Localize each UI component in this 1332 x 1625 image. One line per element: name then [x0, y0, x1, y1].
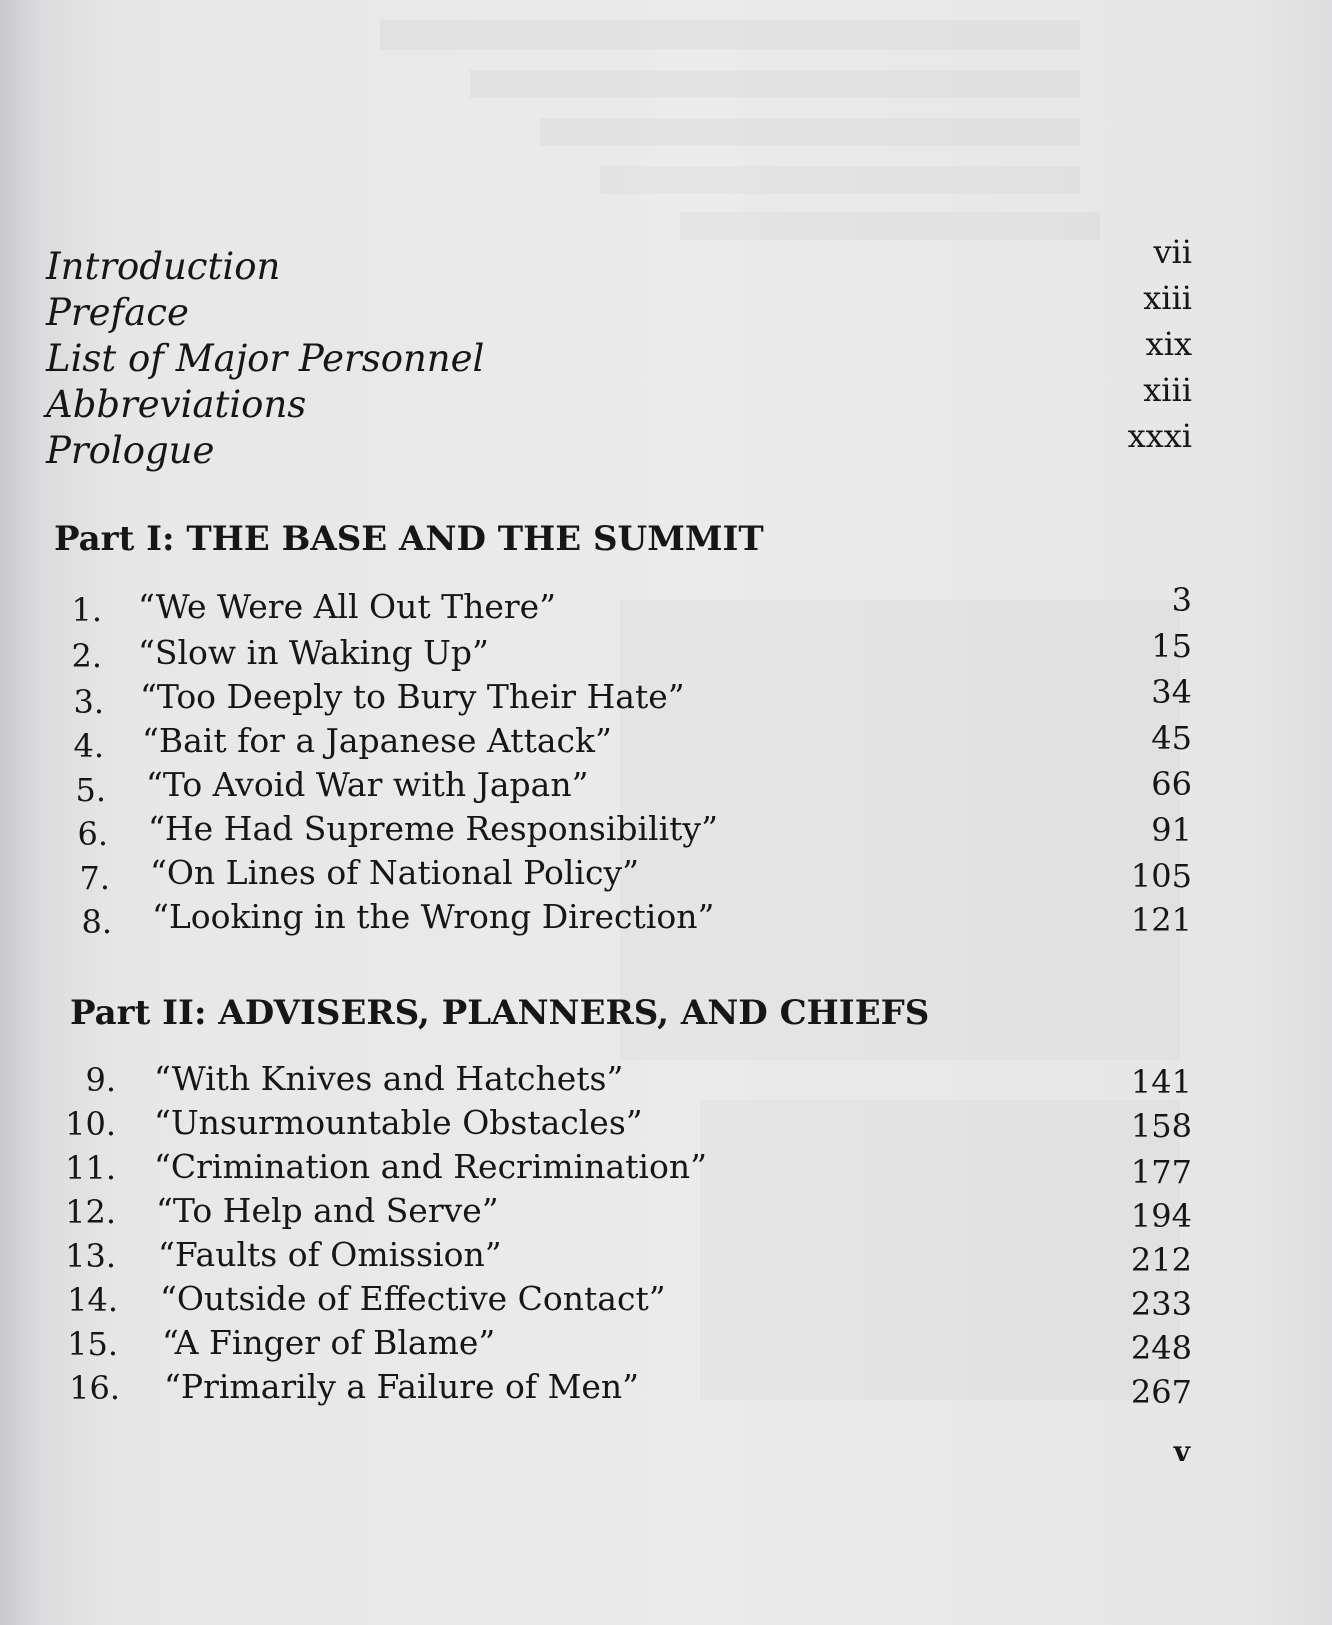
chapter-title: “Unsurmountable Obstacles” [154, 1103, 643, 1142]
chapter-page: 248 [1130, 1329, 1192, 1367]
chapter-title: “Outside of Effective Contact” [160, 1279, 666, 1318]
show-through-line [600, 166, 1080, 194]
chapter-number: 1. [71, 591, 102, 629]
chapter-title: “Bait for a Japanese Attack” [142, 721, 612, 760]
chapter-number: 13. [65, 1237, 116, 1275]
chapter-title: “Faults of Omission” [158, 1235, 502, 1274]
chapter-page: 267 [1130, 1373, 1192, 1411]
page-number: v [1173, 1435, 1190, 1468]
chapter-number: 7. [79, 859, 110, 897]
chapter-number: 8. [81, 903, 112, 941]
chapter-page: 212 [1130, 1241, 1192, 1279]
chapter-page: 3 [1171, 581, 1192, 619]
part-heading: Part II: ADVISERS, PLANNERS, AND CHIEFS [70, 993, 930, 1033]
front-matter-title: Introduction [46, 245, 281, 288]
front-matter-title: Abbreviations [46, 383, 307, 426]
show-through-line [540, 118, 1080, 146]
chapter-page: 177 [1130, 1153, 1192, 1191]
chapter-page: 15 [1151, 627, 1192, 665]
part-heading: Part I: THE BASE AND THE SUMMIT [54, 519, 764, 559]
chapter-title: “Slow in Waking Up” [138, 633, 489, 672]
chapter-page: 158 [1130, 1107, 1192, 1145]
chapter-page: 121 [1130, 901, 1192, 939]
front-matter-page: vii [1153, 233, 1192, 271]
chapter-title: “He Had Supreme Responsibility” [148, 809, 718, 848]
chapter-title: “Too Deeply to Bury Their Hate” [140, 677, 685, 716]
chapter-title: “To Avoid War with Japan” [146, 765, 589, 804]
chapter-title: “A Finger of Blame” [162, 1323, 496, 1362]
front-matter-page: xxxi [1127, 417, 1192, 455]
chapter-number: 9. [85, 1061, 116, 1099]
chapter-title: “With Knives and Hatchets” [154, 1059, 624, 1098]
chapter-title: “Crimination and Recrimination” [154, 1147, 707, 1186]
chapter-number: 2. [71, 637, 102, 675]
chapter-page: 66 [1151, 765, 1192, 803]
chapter-number: 14. [67, 1281, 118, 1319]
chapter-title: “On Lines of National Policy” [150, 853, 639, 892]
front-matter-title: Prologue [46, 429, 215, 472]
chapter-page: 141 [1130, 1063, 1192, 1101]
chapter-number: 6. [77, 815, 108, 853]
chapter-number: 16. [69, 1369, 120, 1407]
chapter-title: “Primarily a Failure of Men” [164, 1367, 640, 1406]
chapter-title: “To Help and Serve” [156, 1191, 499, 1230]
front-matter-page: xix [1145, 325, 1192, 363]
front-matter-title: Preface [46, 291, 189, 334]
chapter-page: 91 [1151, 811, 1192, 849]
front-matter-page: xiii [1143, 371, 1192, 409]
chapter-page: 194 [1130, 1197, 1192, 1235]
chapter-page: 105 [1130, 857, 1192, 895]
chapter-number: 5. [75, 771, 106, 809]
chapter-title: “Looking in the Wrong Direction” [152, 897, 715, 936]
chapter-number: 3. [73, 683, 104, 721]
front-matter-page: xiii [1143, 279, 1192, 317]
chapter-number: 4. [73, 727, 104, 765]
chapter-page: 233 [1130, 1285, 1192, 1323]
chapter-page: 34 [1151, 673, 1192, 711]
chapter-number: 12. [65, 1193, 116, 1231]
chapter-number: 15. [67, 1325, 118, 1363]
chapter-title: “We Were All Out There” [138, 587, 557, 626]
show-through-block [700, 1100, 1180, 1400]
chapter-number: 11. [65, 1149, 116, 1187]
chapter-number: 10. [65, 1105, 116, 1143]
show-through-line [470, 70, 1080, 98]
show-through-line [680, 212, 1100, 240]
front-matter-title: List of Major Personnel [46, 337, 485, 380]
show-through-line [380, 20, 1080, 50]
chapter-page: 45 [1151, 719, 1192, 757]
